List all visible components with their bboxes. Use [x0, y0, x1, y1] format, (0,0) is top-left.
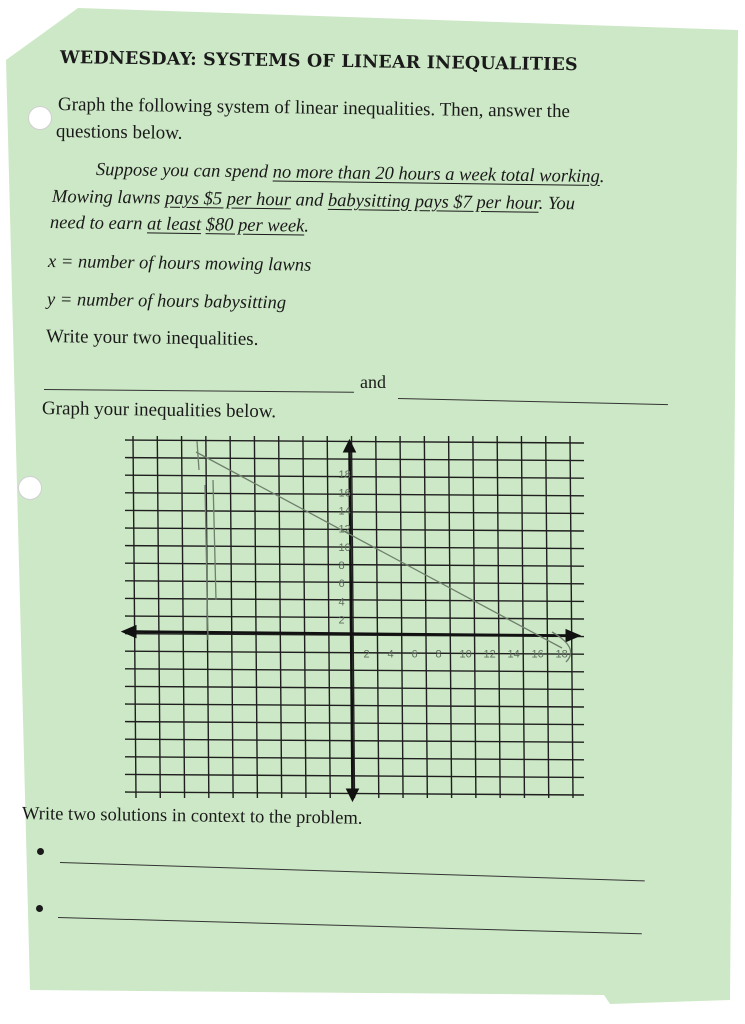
solutions-prompt: Write two solutions in context to the problem. — [21, 804, 363, 829]
grid-vertical-line — [497, 436, 500, 798]
handwritten-x-label: 12 — [483, 648, 496, 661]
grid-horizontal-line — [125, 669, 584, 672]
pencil-boundary-line — [196, 452, 562, 648]
grid-horizontal-line — [125, 598, 584, 601]
handwritten-y-label: 6 — [338, 578, 345, 591]
handwritten-y-label: 12 — [338, 523, 351, 536]
grid-horizontal-line — [125, 440, 584, 443]
scenario-text: Mowing lawns — [51, 187, 166, 209]
handwritten-y-label: 4 — [338, 596, 345, 609]
handwritten-x-label: 4 — [387, 648, 394, 661]
pencil-tick-mark — [197, 441, 199, 470]
bullet-1 — [37, 848, 44, 855]
handwritten-y-label: 18 — [338, 469, 351, 482]
underlined-hours-limit: no more than 20 hours a week total working — [272, 162, 601, 188]
write-inequalities-prompt: Write your two inequalities. — [45, 326, 259, 350]
scenario-text: and — [290, 190, 329, 211]
handwritten-x-label: 18 — [555, 648, 568, 661]
x-variable-definition: x = number of hours mowing lawns — [47, 252, 312, 276]
handwritten-x-label: 8 — [435, 648, 442, 661]
y-variable-definition: y = number of hours babysitting — [46, 290, 287, 314]
grid-horizontal-line — [125, 510, 584, 513]
y-axis-down-arrow — [347, 789, 359, 801]
bullet-2 — [36, 905, 43, 912]
underlined-earnings-goal: $80 per week — [205, 215, 305, 237]
grid-horizontal-line — [125, 704, 584, 707]
grid-horizontal-line — [125, 528, 584, 531]
grid-vertical-line — [521, 436, 524, 798]
handwritten-x-label: 16 — [531, 648, 544, 661]
grid-vertical-line — [133, 436, 136, 798]
underlined-mowing-rate: pays $5 per hour — [164, 188, 292, 211]
handwritten-x-label: 2 — [363, 648, 370, 661]
grid-horizontal-line — [125, 686, 584, 689]
grid-vertical-line — [157, 436, 160, 798]
scenario-text: need to earn — [49, 213, 148, 235]
graph-prompt: Graph your inequalities below. — [41, 398, 277, 423]
handwritten-x-label: 10 — [459, 648, 472, 661]
grid-vertical-line — [546, 436, 549, 798]
scenario-period: . — [599, 167, 605, 188]
grid-horizontal-line — [125, 475, 584, 478]
grid-vertical-line — [400, 436, 403, 798]
and-label: and — [360, 372, 386, 392]
grid-vertical-line — [570, 436, 573, 798]
grid-horizontal-line — [125, 581, 584, 584]
grid-vertical-line — [424, 436, 427, 798]
instructions-line-1: Graph the following system of linear inequalities. Then, answer the — [57, 94, 571, 123]
grid-horizontal-line — [125, 546, 584, 549]
instructions-line-2: questions below. — [55, 121, 183, 144]
grid-vertical-line — [473, 436, 476, 798]
handwritten-y-label: 16 — [338, 487, 351, 500]
grid-horizontal-line — [125, 458, 584, 461]
worksheet-title: WEDNESDAY: SYSTEMS OF LINEAR INEQUALITIES — [59, 48, 578, 76]
handwritten-y-label: 14 — [338, 505, 351, 518]
underlined-at-least: at least — [146, 214, 202, 236]
scenario-text: . You — [538, 193, 576, 215]
handwritten-y-label: 10 — [338, 541, 351, 554]
grid-vertical-line — [449, 436, 452, 798]
scenario-text: . — [304, 216, 310, 237]
scenario-text: Suppose you can spend — [95, 160, 273, 183]
x-axis-right-arrow — [566, 630, 580, 642]
handwritten-y-label: 2 — [338, 614, 345, 627]
grid-horizontal-line — [125, 616, 584, 619]
x-axis-left-arrow — [122, 626, 136, 638]
handwritten-y-label: 8 — [338, 560, 345, 573]
grid-horizontal-line — [125, 563, 584, 566]
underlined-babysitting-rate: babysitting pays $7 per hour — [327, 190, 539, 214]
handwritten-x-label: 14 — [507, 648, 520, 661]
handwritten-x-label: 6 — [411, 648, 418, 661]
grid-horizontal-line — [125, 493, 584, 496]
